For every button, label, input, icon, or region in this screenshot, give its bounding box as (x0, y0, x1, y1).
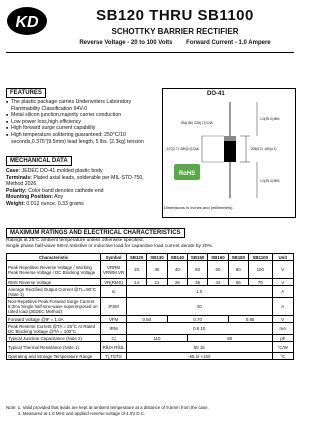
col-unit: Unit (272, 254, 293, 261)
cell-unit: A (272, 286, 293, 298)
page-title: SB120 THRU SB1100 (96, 7, 254, 24)
cell-unit: A (272, 298, 293, 316)
col-symbol: Symbol (101, 254, 127, 261)
feature-item: ■ The plastic package carries Underwriters Laboratory Flammability Classification 94V-0 (6, 99, 156, 112)
cell-unit: V (272, 316, 293, 323)
table-row (7, 342, 294, 353)
cell-value: 56 (228, 279, 248, 286)
col-characteristic: Characteristic (7, 254, 101, 261)
cell-value: 40 (126, 298, 272, 316)
cell-value: 50 15 (126, 342, 272, 353)
package-label: DO-41 (207, 91, 225, 97)
terminals-value: Plated axial leads, solderable per MIL-STD-750, Method 2026 (6, 174, 144, 188)
cell-value: 60 (208, 261, 228, 279)
cell-unit: V (272, 279, 293, 286)
spec-line (55, 40, 295, 46)
cell-value: 0.85 (228, 316, 272, 323)
table-row (7, 335, 294, 342)
mechanical-heading: MECHANICAL DATA (6, 156, 72, 166)
col-sb180: SB180 (228, 254, 248, 261)
cell-char: Operating and Storage Temperature Range (7, 353, 101, 360)
col-sb130: SB130 (147, 254, 167, 261)
cell-value: 42 (208, 279, 228, 286)
cell-symbol: Cj (101, 335, 127, 342)
ratings-note-2: Single phase half-wave 60Hz,resistive or inductive load,for capacitive load current derate by 20%. (6, 244, 214, 249)
dimension-caption: Dimensions in inches and (millimeters) (164, 205, 233, 210)
cell-unit: V (272, 261, 293, 279)
polarity-value: Color band denotes cathode end (28, 187, 104, 194)
diode-outline (162, 98, 294, 204)
kd-logo (6, 6, 48, 36)
table-row (7, 286, 294, 298)
cell-symbol: VRRM VRWM VR (101, 261, 127, 279)
forward-current: Forward Current - 1.0 Ampere (186, 40, 271, 46)
cell-unit: °C (272, 353, 293, 360)
cell-symbol: IFSM (101, 298, 127, 316)
terminals-label: Terminals: (6, 174, 32, 181)
cell-char: Typical Thermal Resistance (Note 1) (7, 342, 101, 353)
cell-symbol: RθJA RθJL (101, 342, 127, 353)
ratings-table (6, 253, 294, 360)
footnote-1: Note: 1. Valid provided that leads are kept at ambient temperature at a distance of 9.5mm from the case. (6, 405, 209, 410)
feature-item: ■ High forward surge current capability (6, 125, 156, 132)
cell-char: Forward Voltage @IF = 1.0A (7, 316, 101, 323)
col-sb140: SB140 (167, 254, 187, 261)
table-row (7, 323, 294, 335)
cell-value: 14 (126, 279, 146, 286)
ratings-heading: MAXIMUM RATINGS AND ELECTRICAL CHARACTERISTICS (6, 228, 185, 238)
polarity-label: Polarity: (6, 187, 27, 194)
rohs-text: RoHS (178, 171, 196, 177)
cell-value: 20 (126, 261, 146, 279)
feature-item: ■ High temperature soldering guaranteed: 250°C/10 seconds,0.375"(9.5mm) lead length, 5 lbs. (2.3kg) tension (6, 132, 156, 145)
cell-value: 0.50 (126, 316, 167, 323)
dim-top: 1.0(25.4) MIN (260, 117, 280, 121)
cell-value: 0.70 (167, 316, 228, 323)
reverse-voltage: Reverse Voltage - 20 to 100 Volts (79, 40, 173, 46)
col-sb1100: SB1100 (248, 254, 272, 261)
cell-value: 30 (147, 261, 167, 279)
cell-unit: pF (272, 335, 293, 342)
cell-value: 100 (248, 261, 272, 279)
cell-value: 28 (167, 279, 187, 286)
mounting-value: Any (54, 194, 64, 201)
cell-value: 21 (147, 279, 167, 286)
ratings-note-1: Ratings at 25°C ambient temperature unless otherwise specified. (6, 238, 144, 243)
cell-value: 80 (228, 261, 248, 279)
cell-unit: mA (272, 323, 293, 335)
cell-value: 50 (187, 261, 207, 279)
table-row (7, 353, 294, 360)
cell-value: 80 (187, 335, 272, 342)
cell-symbol: VFM (101, 316, 127, 323)
mounting-label: Mounting Position: (6, 194, 53, 201)
ratings-notes (6, 238, 294, 250)
footnotes (6, 405, 294, 416)
table-row (7, 298, 294, 316)
dim-bottom: 1.0(25.4) MIN (260, 179, 280, 183)
col-sb160: SB160 (208, 254, 228, 261)
case-label: Case: (6, 168, 21, 174)
cell-symbol: IRM (101, 323, 127, 335)
table-row (7, 261, 294, 279)
dim-lead: .034(.86) .028(.71) DIA. (180, 121, 214, 125)
kd-logo-mark (6, 6, 48, 36)
dim-body-dia: .107(2.7) .080(2.0) DIA. (166, 147, 200, 151)
cell-value: 1.0 (126, 286, 272, 298)
footnote-2: 2. Measured at 1.0 MHz and applied reverse voltage of 4.0V D.C. (18, 410, 146, 416)
subtitle: SCHOTTKY BARRIER RECTIFIER (111, 27, 239, 36)
cell-symbol: VR(RMS) (101, 279, 127, 286)
cell-value: -65 to +150 (126, 353, 272, 360)
cell-value: 70 (248, 279, 272, 286)
case-value: JEDEC DO-41 molded plastic body (21, 168, 103, 174)
features-heading: FEATURES (6, 88, 46, 98)
col-sb120: SB120 (126, 254, 146, 261)
feature-item: ■ Low power loss,high efficiency (6, 119, 156, 126)
features-list (6, 99, 156, 145)
cell-unit: °C/W (272, 342, 293, 353)
cell-char: RMS Reverse Voltage (7, 279, 101, 286)
table-header-row (7, 254, 294, 261)
cell-char: Non-Repetitive Peak Forward Surge Current 8.3ms Single half sine-wave superimposed on rated load (JEDEC Method) (7, 298, 101, 316)
svg-text:KD: KD (15, 14, 39, 31)
table-row (7, 316, 294, 323)
cell-value: 40 (167, 261, 187, 279)
cell-char: Average Rectified Output Current @TL=90°C (Note 1) (7, 286, 101, 298)
weight-label: Weight: (6, 200, 25, 207)
cell-char: Peak Repetitive Reverse Voltage / Working Peak Reverse Voltage / DC Blocking Voltage (7, 261, 101, 279)
dim-body-len: .205(5.2) .160(4.1) (250, 147, 277, 151)
header-divider (6, 52, 294, 53)
cell-char: Peak Reverse Current @TA = 25°C At Rated DC Blocking Voltage @TA = 100°C (7, 323, 101, 335)
cell-symbol: Io (101, 286, 127, 298)
rohs-badge (174, 164, 200, 180)
table-row (7, 279, 294, 286)
weight-value: 0.012 ounce, 0.33 grams (26, 200, 84, 207)
cell-value: 110 (126, 335, 187, 342)
feature-item: ■ Metal silicon junction,majority carrier conduction (6, 112, 156, 119)
cell-char: Typical Junction Capacitance (Note 2) (7, 335, 101, 342)
cell-value: 35 (187, 279, 207, 286)
cell-value: 0.5 10 (126, 323, 272, 335)
col-sb150: SB150 (187, 254, 207, 261)
cell-symbol: Tj,TSTG (101, 353, 127, 360)
mechanical-data (6, 168, 156, 208)
